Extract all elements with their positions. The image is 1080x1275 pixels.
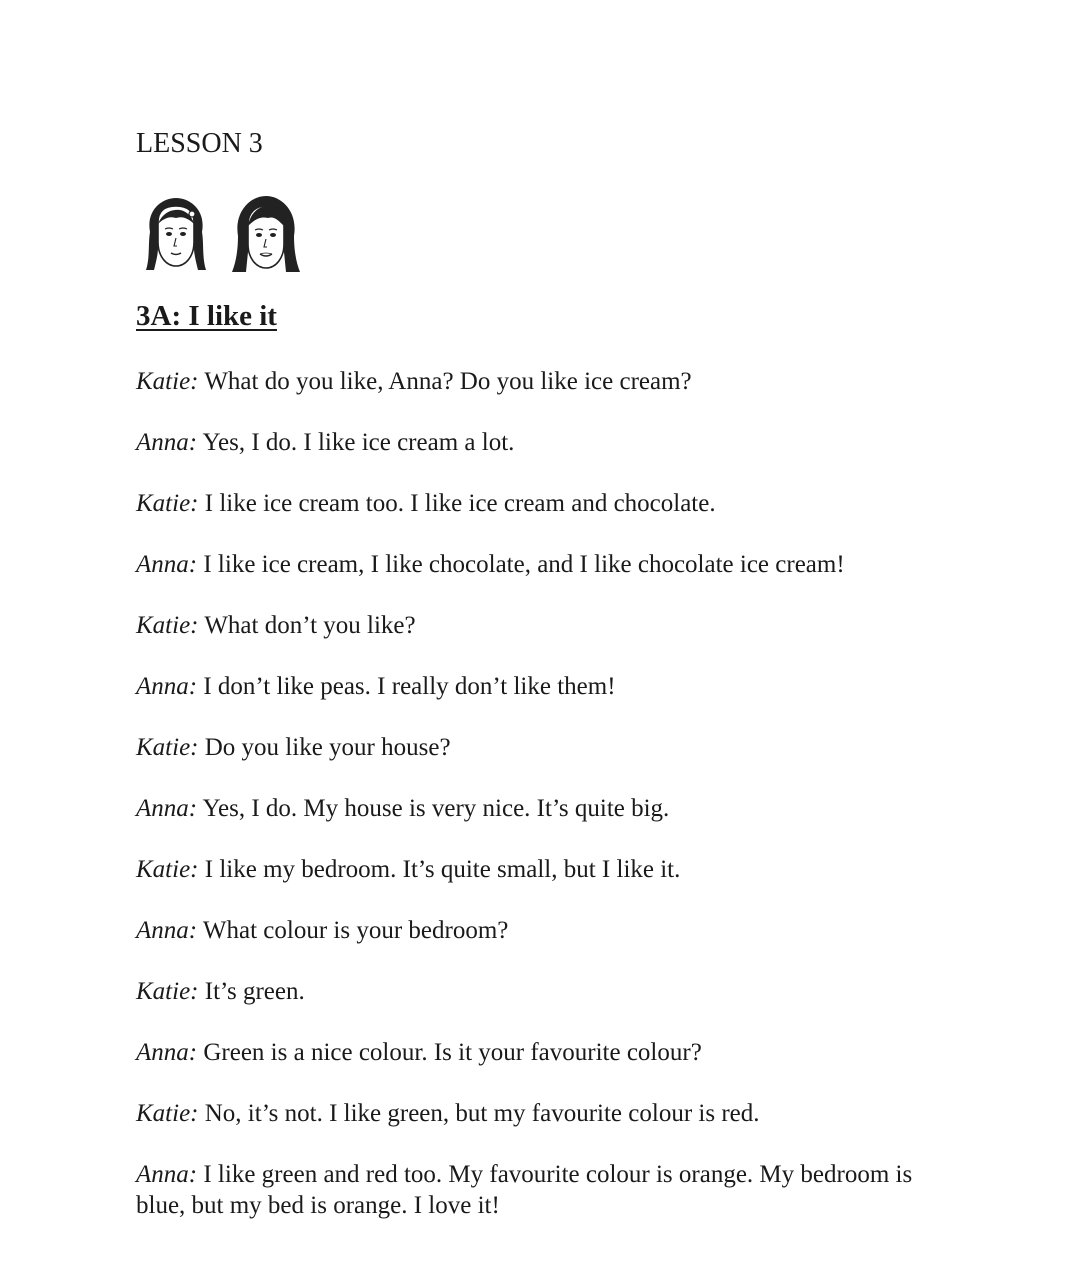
dialogue-line	[136, 610, 946, 641]
dialogue-line	[136, 976, 946, 1007]
dialogue-text: Do you like your house?	[204, 734, 451, 761]
dialogue-line	[136, 732, 946, 763]
dialogue-text: I like my bedroom. It’s quite small, but I like it.	[204, 856, 681, 883]
dialogue-text: I like ice cream too. I like ice cream and chocolate.	[204, 490, 716, 517]
girl-with-ponytail-face-icon	[136, 192, 216, 276]
dialogue-line	[136, 854, 946, 885]
section-title: 3A: I like it	[136, 300, 277, 332]
dialogue-line	[136, 915, 946, 946]
dialogue-line	[136, 366, 946, 397]
speaker-name: Anna:	[136, 551, 198, 578]
speaker-name: Katie:	[136, 734, 199, 761]
speaker-name: Katie:	[136, 978, 199, 1005]
dialogue-line	[136, 1159, 946, 1221]
speaker-name: Anna:	[136, 429, 198, 456]
speaker-name: Anna:	[136, 673, 198, 700]
dialogue-text: I like ice cream, I like chocolate, and I like chocolate ice cream!	[203, 551, 845, 578]
lesson-label: LESSON 3	[136, 128, 263, 159]
dialogue-line	[136, 1037, 946, 1068]
girl-with-bob-haircut-face-icon	[226, 192, 306, 276]
speaker-name: Katie:	[136, 490, 199, 517]
dialogue-text: What do you like, Anna? Do you like ice cream?	[204, 368, 692, 395]
dialogue-text: Yes, I do. My house is very nice. It’s quite big.	[202, 795, 670, 822]
dialogue-line	[136, 488, 946, 519]
speaker-name: Katie:	[136, 612, 199, 639]
dialogue-text: No, it’s not. I like green, but my favourite colour is red.	[204, 1100, 760, 1127]
dialogue-line	[136, 671, 946, 702]
dialogue-text: What colour is your bedroom?	[202, 917, 509, 944]
speaker-name: Katie:	[136, 1100, 199, 1127]
dialogue-line	[136, 549, 946, 580]
dialogue-text: I like green and red too. My favourite colour is orange. My bedroom is blue, but my bed is orange. I love it!	[136, 1161, 913, 1219]
dialogue-text: What don’t you like?	[204, 612, 416, 639]
speaker-name: Anna:	[136, 795, 198, 822]
speaker-name: Katie:	[136, 856, 199, 883]
speaker-name: Anna:	[136, 917, 198, 944]
dialogue-line	[136, 793, 946, 824]
dialogue-text: Green is a nice colour. Is it your favourite colour?	[203, 1039, 702, 1066]
dialogue-line	[136, 427, 946, 458]
dialogue-line	[136, 1098, 946, 1129]
dialogue-text: It’s green.	[204, 978, 305, 1005]
speaker-name: Anna:	[136, 1161, 198, 1188]
speaker-name: Anna:	[136, 1039, 198, 1066]
dialogue-text: I don’t like peas. I really don’t like them!	[203, 673, 616, 700]
dialogue-text: Yes, I do. I like ice cream a lot.	[202, 429, 515, 456]
character-illustrations	[136, 192, 306, 276]
speaker-name: Katie:	[136, 368, 199, 395]
